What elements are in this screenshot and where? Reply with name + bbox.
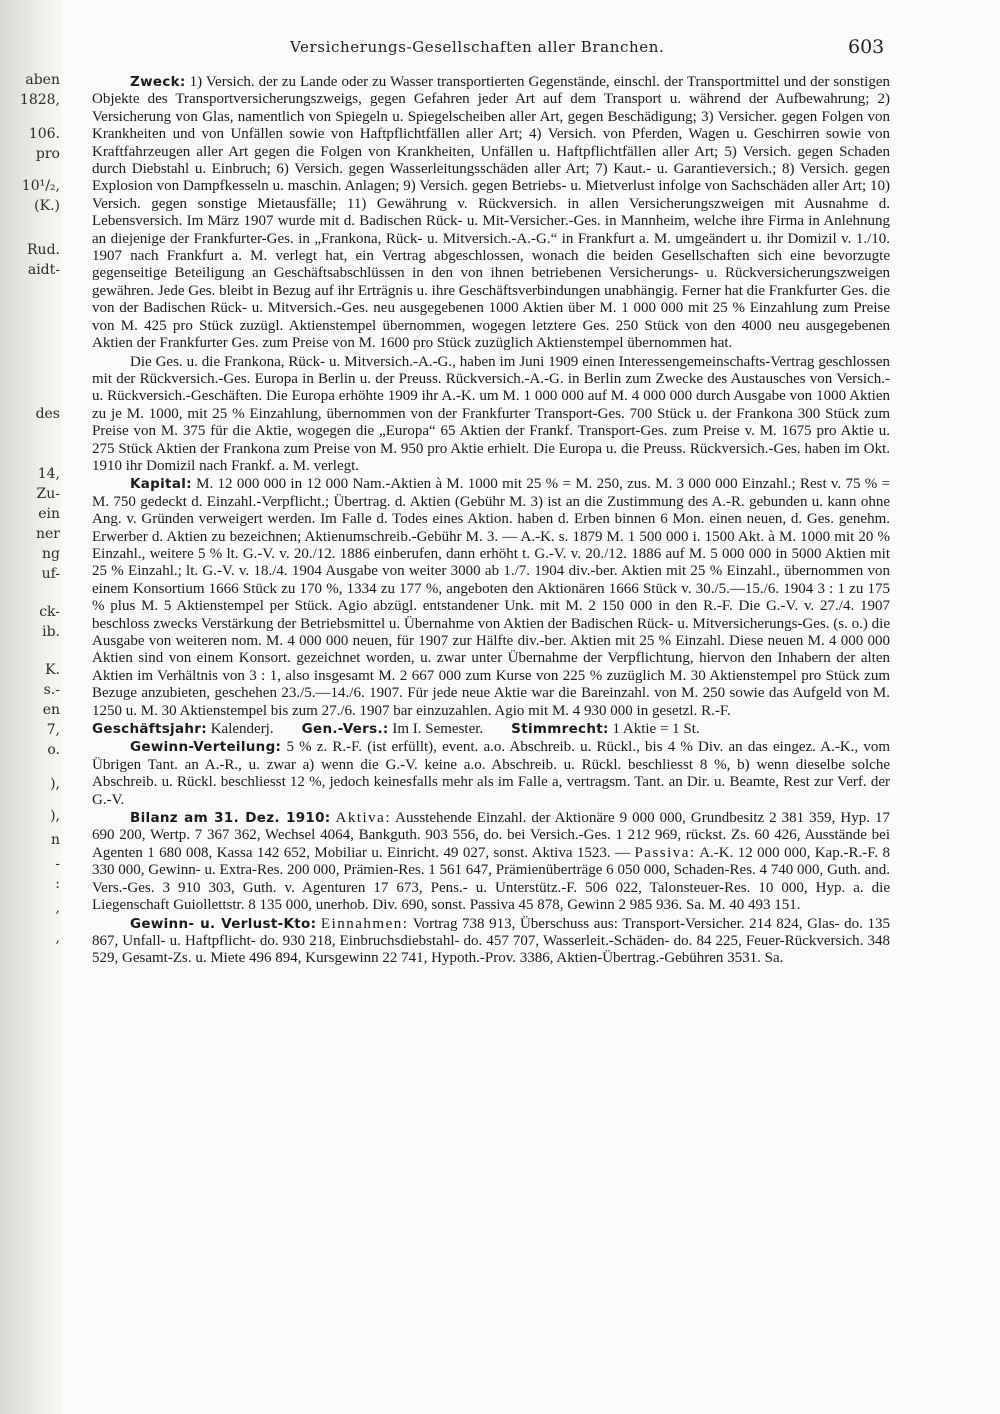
gewinn-verlust-paragraph <box>92 916 890 968</box>
passiva-text: A.-K. 12 000 000, Kap.-R.-F. 8 330 000, Gewinn- u. Extra-Res. 200 000, Prämien-Res. 1 561 647, Prämienüberträge 6 050 000, Schaden-Res. 4 740 000, Guth. and. Vers.-Ges. 3 910 303, Guth. v. Agenturen 17 673, Pens.- u. Unterstütz.-F. 506 022, Talonsteuer-Res. 10 000, Hyp. a. die Liegenschaft Guiollettstr. 8 135 000, unerhob. Div. 690, sonst. Passiva 45 878, Gewinn 2 985 936. Sa. M. 40 493 151. <box>92 844 890 914</box>
margin-fragment: des <box>35 406 60 422</box>
margin-fragment: 14, <box>37 466 60 482</box>
margin-fragment: o. <box>47 742 60 758</box>
margin-fragment: ng <box>42 546 60 562</box>
passiva-label: Passiva: <box>634 844 696 861</box>
margin-fragment: 1828, <box>19 92 60 108</box>
kapital-heading: Kapital: <box>130 476 192 493</box>
margin-fragment: s.- <box>43 682 60 698</box>
zweck-text: 1) Versich. der zu Lande oder zu Wasser transportierten Gegenstände, einschl. der Transportmittel und der sonstigen Objekte des Transportversicherungszweigs, gegen Gefahren jeder Art auf dem Transport u. während der Aufbewahrung; 2) Versicherung von Glas, namentlich von Spiegeln u. Spiegelscheiben aller Art, gegen Beschädigung; 3) Versicher. gegen Folgen von Krankheiten und von Unfällen sowie von Haftpflichtfällen aller Art; 4) Versich. von Pferden, Wagen u. Geschirren sowie von Kraftfahrzeugen aller Art gegen die Folgen von Krankheiten, Unfällen u. Haftpflichtfällen aller Art; 5) Versich. gegen Schaden durch Diebstahl u. Einbruch; 6) Versich. gegen Wasserleitungsschäden aller Art; 7) Kaut.- u. Garantieversich.; 8) Versich. gegen Explosion von Dampfkesseln u. maschin. Anlagen; 9) Versich. gegen Betriebs- u. Mietverlust infolge von Sachschäden aller Art; 10) Versich. gegen sonstige Mietausfälle; 11) Gewährung v. Rückversich. in allen Versicherungszweigen mit Ausnahme d. Lebensversich. Im März 1907 wurde mit d. Badischen Rück- u. Mit-Versicher.-Ges. in Mannheim, welche ihre Firma in Anlehnung an diejenige der Frankfurter-Ges. in „Frankona, Rück- u. Mitversich.-A.-G.“ in Frankfurt a. M. umgeändert u. ihr Domizil v. 1./10. 1907 nach Frankfurt a. M. verlegt hat, ein Vertrag abgeschlossen, wonach die beiden Gesellschaften sich eine bevorzugte gegenseitige Beteiligung an Geschäftsabschlüssen in den von ihnen betriebenen Versicherungs- u. Rückversicherungszweigen gewähren. Jede Ges. bleibt in Bezug auf ihr Erträgnis u. ihre Geschäftsverbindungen unabhängig. Ferner hat die Frankfurter Ges. die von der Badischen Rück- u. Mitversich.-Ges. neu ausgegebenen 1000 Aktien über M. 1 000 000 mit 25 % Einzahlung zum Preise von M. 425 pro Stück zuzügl. Aktienstempel übernommen, wogegen letztere Ges. 250 Stück von den 4000 neu ausgegebenen Aktien der Frankfurter Ges. zum Preise von M. 1600 pro Stück zuzüglich Aktienstempel übernommen hat. <box>92 74 890 352</box>
margin-fragment: n <box>50 832 60 848</box>
geschaeftsjahr-text: Kalenderj. <box>210 721 274 738</box>
interessengemeinschaft-text: Die Ges. u. die Frankona, Rück- u. Mitversich.-A.-G., haben im Juni 1909 einen Interessengemeinschafts-Vertrag geschlossen mit der Rückversich.-Ges. Europa in Berlin u. der Preuss. Rückversich.-A.-G. in Berlin zum Zwecke des Austausches von Versich.- u. Rückversich.-Geschäften. Die Europa erhöhte 1909 ihr A.-K. um M. 1 000 000 auf M. 4 000 000 durch Ausgabe von 1000 Aktien zu je M. 1000, mit 25 % Einzahlung, übernommen von der Frankfurter Transport-Ges. 700 Stück u. der Frankona 300 Stück zum Preise von M. 375 für die Aktie, wogegen die „Europa“ 65 Aktien der Frankf. Transport-Ges. zum Preise v. M. 1675 pro Aktie u. 275 Stück Aktien der Frankona zum Preise von M. 950 pro Aktie erhielt. Die Europa u. die Preuss. Rückversich.-Ges. haben im Okt. 1910 ihr Domizil nach Frankf. a. M. verlegt. <box>92 353 890 474</box>
aktiva-text: Ausstehende Einzahl. der Aktionäre 9 000 000, Grundbesitz 2 381 359, Hyp. 17 690 200, Wertp. 7 367 362, Wechsel 4064, Bankguth. 903 556, do. bei Versich.-Ges. 1 212 969, rückst. Zs. 60 426, Ausstände bei Agenten 1 680 008, Kassa 142 652, Mobiliar u. Einricht. 49 027, sonst. Aktiva 1523. — <box>92 810 890 861</box>
gewinn-verteilung-heading: Gewinn-Verteilung: <box>130 739 282 756</box>
gewinn-verteilung-paragraph <box>92 739 890 809</box>
margin-fragment: Zu- <box>36 486 60 502</box>
margin-fragment: ), <box>50 808 60 824</box>
margin-fragment: ), <box>50 776 60 792</box>
gewinn-verlust-heading: Gewinn- u. Verlust-Kto: <box>130 915 317 932</box>
margin-fragment: , <box>55 930 60 946</box>
gewinn-verlust-text: Vortrag 738 913, Überschuss aus: Transport-Versicher. 214 824, Glas- do. 135 867, Unfall- u. Haftpflicht- do. 930 218, Einbruchsdiebstahl- do. 457 707, Wasserleit.-Schäden- do. 84 225, Feuer-Rückversich. 348 529, Gesamt-Zs. u. Miete 496 894, Kursgewinn 22 741, Hypoth.-Prov. 3386, Aktien-Übertrag.-Gebühren 3531. Sa. <box>92 915 890 967</box>
margin-fragment: 106. <box>28 126 60 142</box>
margin-fragment: aidt- <box>27 262 60 278</box>
stimmrecht-text: 1 Aktie = 1 St. <box>612 721 700 738</box>
margin-fragment: aben <box>25 72 60 88</box>
bilanz-heading: Bilanz am 31. Dez. 1910: <box>130 810 331 827</box>
interessengemeinschaft-paragraph <box>92 354 890 476</box>
margin-fragment: - <box>55 856 60 872</box>
kapital-paragraph <box>92 476 890 720</box>
margin-fragment: ner <box>36 526 60 542</box>
gewinn-verteilung-text: 5 % z. R.-F. (ist erfüllt), event. a.o. Abschreib. u. Rückl., bis 4 % Div. an das eingez. A.-K., vom Übrigen Tant. an A.-R., u. zwar a) wenn die G.-V. keine a.o. Abschreib. u. Rückl. beschliesst 8 %, b) wenn dieselbe solche Abschreib. u. Rückl. beschliesst 12 %, jedoch keinesfalls mehr als im Falle a, vertragsm. Tant. an Dir. u. Beamte, Rest zur Verf. der G.-V. <box>92 739 891 808</box>
zweck-paragraph <box>92 74 890 353</box>
margin-fragment: ib. <box>42 624 60 640</box>
geschaeftsjahr-line <box>92 721 890 738</box>
stimmrecht-heading: Stimmrecht: <box>511 721 609 738</box>
margin-fragment: , <box>55 900 60 916</box>
kapital-text: M. 12 000 000 in 12 000 Nam.-Aktien à M. 1000 mit 25 % = M. 250, zus. M. 3 000 000 Einzahl.; Rest v. 75 % = M. 750 gedeckt d. Einzahl.-Verpflicht.; Übertrag. d. Aktien (Gebühr M. 3) ist an die Zustimmung des A.-R. gebunden u. kann ohne Ang. v. Gründen verweigert werden. Im Falle d. Todes eines Aktion. haben d. Erben binnen 6 Mon. einen neuen, d. Ges. genehm. Erwerber d. Aktien zu bezeichnen; Aktienumschreib.-Gebühr M. 3. — A.-K. s. 1879 M. 1 500 000 i. 1500 Akt. à M. 1000 mit 20 % Einzahl., weitere 5 % lt. G.-V. v. 20./12. 1886 einberufen, dann erhöht t. G.-V. v. 20./12. 1886 auf M. 5 000 000 in 5000 Aktien mit 25 % Einzahl.; lt. G.-V. v. 18./4. 1904 Ausgabe von weiter 3000 ab 1./7. 1904 div.-ber. Aktien mit 25 % Einzahl., übernommen von einem Konsortium 1666 Stück zu 170 %, 1334 zu 177 %, angeboten den Aktionären 1666 Stück v. 30./5.—15./6. 1904 3 : 1 zu 175 % plus M. 5 Aktienstempel per Stück. Agio abzügl. entstandener Unk. mit M. 2 150 000 in den R.-F. Die G.-V. v. 27./4. 1907 beschloss zwecks Verstärkung der Betriebsmittel u. Übernahme von Aktien der Badischen Rück- u. Mitversicherungs-Ges. (s. o.) die Ausgabe von weiteren nom. M. 4 000 000 neuen, für 1907 zur Hälfte div.-ber. Aktien mit 25 % Einzahl. Diese neuen M. 4 000 000 Aktien sind von einem Konsort. gezeichnet worden, u. zwar unter Übernahme der Verpflichtung, hiervon den Inhabern der alten Aktien im Verhältnis von 3 : 1, also insgesamt M. 2 667 000 zum Kurse von 225 % zuzüglich M. 30 Aktienstempel pro Stück zum Bezuge anzubieten, geschehen 23./5.—14./6. 1907. Für jede neue Aktie war die Bareinzahl. von M. 250 sowie das Aufgeld von M. 1250 u. M. 30 Aktienstempel bis zum 27./6. 1907 bar einzuzahlen. Agio mit M. 4 930 000 in gesetzl. R.-F. <box>92 476 891 719</box>
zweck-heading: Zweck: <box>130 74 186 90</box>
bilanz-paragraph <box>92 810 890 914</box>
margin-fragment: en <box>42 702 60 718</box>
aktiva-label: Aktiva: <box>335 810 391 827</box>
einnahmen-label: Einnahmen: <box>320 915 409 932</box>
margin-fragment: 7, <box>46 722 60 738</box>
margin-fragment: pro <box>35 146 60 162</box>
margin-fragment: K. <box>45 662 60 678</box>
running-title: Versicherungs-Gesellschaften aller Branchen. <box>290 38 665 56</box>
main-text-column <box>92 74 890 969</box>
gen-vers-text: Im I. Semester. <box>392 721 484 738</box>
margin-fragment: uf- <box>41 566 60 582</box>
geschaeftsjahr-heading: Geschäftsjahr: <box>92 721 207 738</box>
page-number: 603 <box>848 36 885 58</box>
margin-fragment: Rud. <box>27 242 60 258</box>
margin-fragment: ck- <box>39 604 60 620</box>
gen-vers-heading: Gen.-Vers.: <box>301 721 389 738</box>
margin-fragment: ein <box>38 506 60 522</box>
margin-fragment: : <box>55 876 60 892</box>
margin-fragment: 10¹/₂, <box>21 178 60 194</box>
margin-fragment: (K.) <box>34 198 60 214</box>
